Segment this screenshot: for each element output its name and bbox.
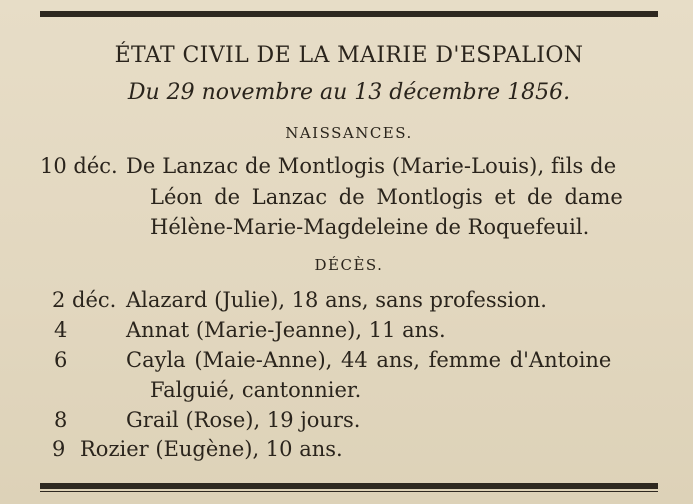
naissances-heading: NAISSANCES.	[285, 124, 413, 142]
deces-date: 9	[52, 437, 66, 461]
page-title: ÉTAT CIVIL DE LA MAIRIE D'ESPALION	[114, 43, 584, 68]
date-range-subtitle: Du 29 novembre au 13 décembre 1856.	[127, 80, 571, 105]
bottom-rule	[40, 483, 658, 489]
deces-date: 4	[54, 318, 68, 342]
naissance-line-1: De Lanzac de Montlogis (Marie-Louis), fils de	[126, 154, 617, 178]
deces-line: Alazard (Julie), 18 ans, sans profession.	[126, 288, 547, 312]
naissance-line-3: Hélène-Marie-Magdeleine de Roquefeuil.	[150, 215, 590, 239]
naissance-line-2: Léon de Lanzac de Montlogis et de dame	[150, 185, 623, 209]
deces-date: 2 déc.	[52, 288, 117, 312]
naissance-date: 10 déc.	[40, 154, 118, 178]
deces-date: 6	[54, 348, 68, 372]
deces-heading: DÉCÈS.	[314, 256, 384, 274]
deces-date: 8	[54, 408, 68, 432]
deces-line: Rozier (Eugène), 10 ans.	[80, 437, 343, 461]
deces-line: Cayla (Maie-Anne), 44 ans, femme d'Antoine	[126, 348, 612, 372]
deces-line: Annat (Marie-Jeanne), 11 ans.	[126, 318, 446, 342]
deces-line-continued: Falguié, cantonnier.	[150, 378, 362, 402]
top-rule	[40, 11, 658, 17]
deces-line: Grail (Rose), 19 jours.	[126, 408, 361, 432]
